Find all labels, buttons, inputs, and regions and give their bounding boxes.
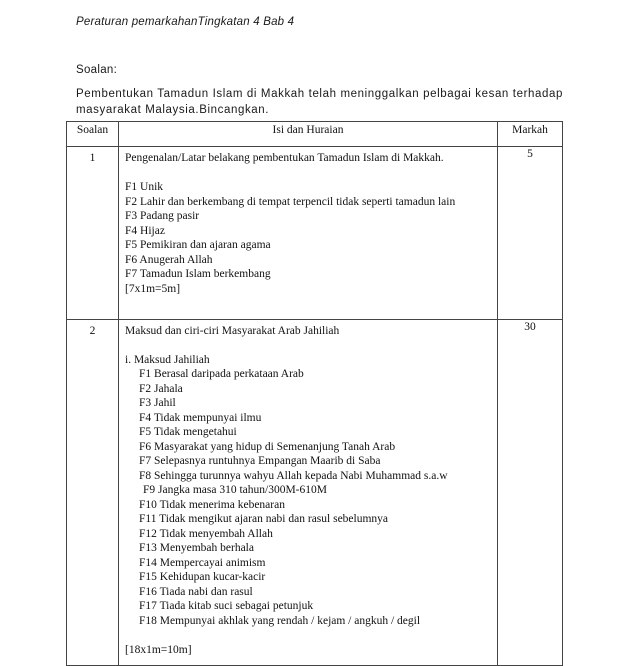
point-item: F5 Pemikiran dan ajaran agama xyxy=(125,239,271,251)
point-item: F6 Anugerah Allah xyxy=(125,253,213,266)
document-header: Peraturan pemarkahanTingkatan 4 Bab 4 xyxy=(76,16,295,28)
table-row xyxy=(67,319,563,666)
point-item: F14 Mempercayai animism xyxy=(139,556,266,569)
point-item: F3 Jahil xyxy=(139,397,176,409)
point-item: F4 Tidak mempunyai ilmu xyxy=(139,411,262,424)
row-number: 2 xyxy=(67,319,119,666)
point-item: F1 Unik xyxy=(125,181,164,193)
row-intro: Maksud dan ciri-ciri Masyarakat Arab Jahiliah xyxy=(125,324,340,337)
question-label: Soalan: xyxy=(76,64,118,76)
row-content xyxy=(119,147,498,320)
point-item: F12 Tidak menyembah Allah xyxy=(139,527,273,540)
question-text: Pembentukan Tamadun Islam di Makkah telah meninggalkan pelbagai kesan terhadap masyarakat Malaysia.Bincangkan. xyxy=(76,88,563,116)
point-item: F5 Tidak mengetahui xyxy=(139,426,237,438)
point-item: F16 Tiada nabi dan rasul xyxy=(139,585,253,598)
row-subheading: i. Maksud Jahiliah xyxy=(125,353,210,366)
row-mark: 5 xyxy=(498,147,563,320)
point-item: F4 Hijaz xyxy=(125,224,165,237)
row-content xyxy=(119,319,498,666)
header-isi-huraian: Isi dan Huraian xyxy=(119,122,498,147)
point-item: F18 Mempunyai akhlak yang rendah / kejam / angkuh / degil xyxy=(139,614,421,627)
point-item: F13 Menyembah berhala xyxy=(139,542,254,554)
point-item: F9 Jangka masa 310 tahun/300M-610M xyxy=(143,484,327,496)
point-item: F10 Tidak menerima kebenaran xyxy=(139,498,285,511)
row-mark: 30 xyxy=(498,319,563,666)
row-number: 1 xyxy=(67,147,119,320)
point-item: F3 Padang pasir xyxy=(125,210,200,222)
header-markah: Markah xyxy=(498,122,563,147)
point-item: F2 Jahala xyxy=(139,382,183,395)
table-header-row xyxy=(67,122,563,147)
table-row xyxy=(67,147,563,320)
point-item: F8 Sehingga turunnya wahyu Allah kepada Nabi Muhammad s.a.w xyxy=(139,469,448,482)
row-intro: Pengenalan/Latar belakang pembentukan Tamadun Islam di Makkah. xyxy=(125,152,444,164)
point-item: F6 Masyarakat yang hidup di Semenanjung Tanah Arab xyxy=(139,440,396,453)
point-item: F7 Selepasnya runtuhnya Empangan Maarib di Saba xyxy=(139,455,381,467)
mark-formula: [7x1m=5m] xyxy=(125,282,181,295)
mark-formula: [18x1m=10m] xyxy=(125,643,192,656)
point-item: F7 Tamadun Islam berkembang xyxy=(125,268,271,280)
point-item: F11 Tidak mengikut ajaran nabi dan rasul sebelumnya xyxy=(139,513,389,525)
point-item: F1 Berasal daripada perkataan Arab xyxy=(139,368,304,380)
point-item: F2 Lahir dan berkembang di tempat terpencil tidak seperti tamadun lain xyxy=(125,195,456,208)
point-item: F17 Tiada kitab suci sebagai petunjuk xyxy=(139,600,314,612)
header-soalan: Soalan xyxy=(67,122,119,147)
point-item: F15 Kehidupan kucar-kacir xyxy=(139,571,266,583)
marking-scheme-table xyxy=(66,121,563,666)
